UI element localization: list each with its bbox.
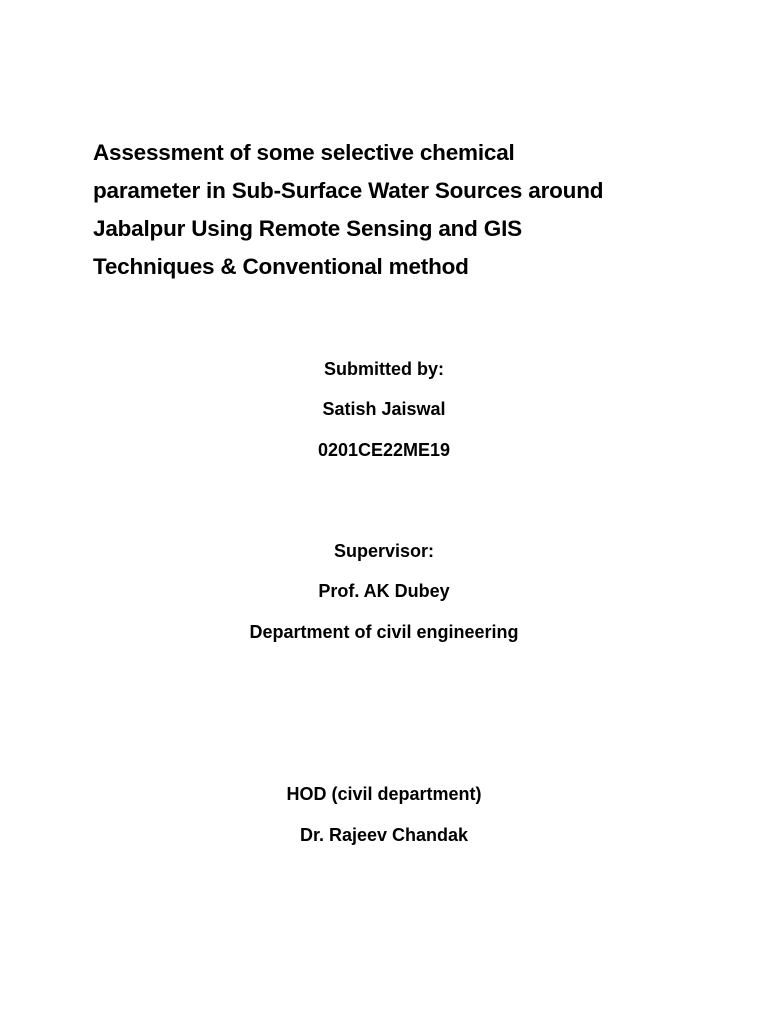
supervisor-name: Prof. AK Dubey	[318, 581, 450, 601]
supervisor-department: Department of civil engineering	[249, 622, 519, 642]
supervisor-label: Supervisor:	[333, 541, 435, 561]
student-id: 0201CE22ME19	[317, 440, 451, 460]
document-title	[93, 134, 693, 286]
title-line-2: parameter in Sub-Surface Water Sources around	[93, 178, 604, 203]
student-name: Satish Jaiswal	[322, 399, 446, 419]
title-line-1: Assessment of some selective chemical	[93, 140, 515, 165]
hod-label: HOD (civil department)	[286, 784, 482, 804]
title-line-4: Techniques & Conventional method	[93, 254, 469, 279]
title-line-3: Jabalpur Using Remote Sensing and GIS	[93, 216, 522, 241]
submitted-by-label: Submitted by:	[324, 359, 444, 379]
hod-name: Dr. Rajeev Chandak	[299, 825, 469, 845]
